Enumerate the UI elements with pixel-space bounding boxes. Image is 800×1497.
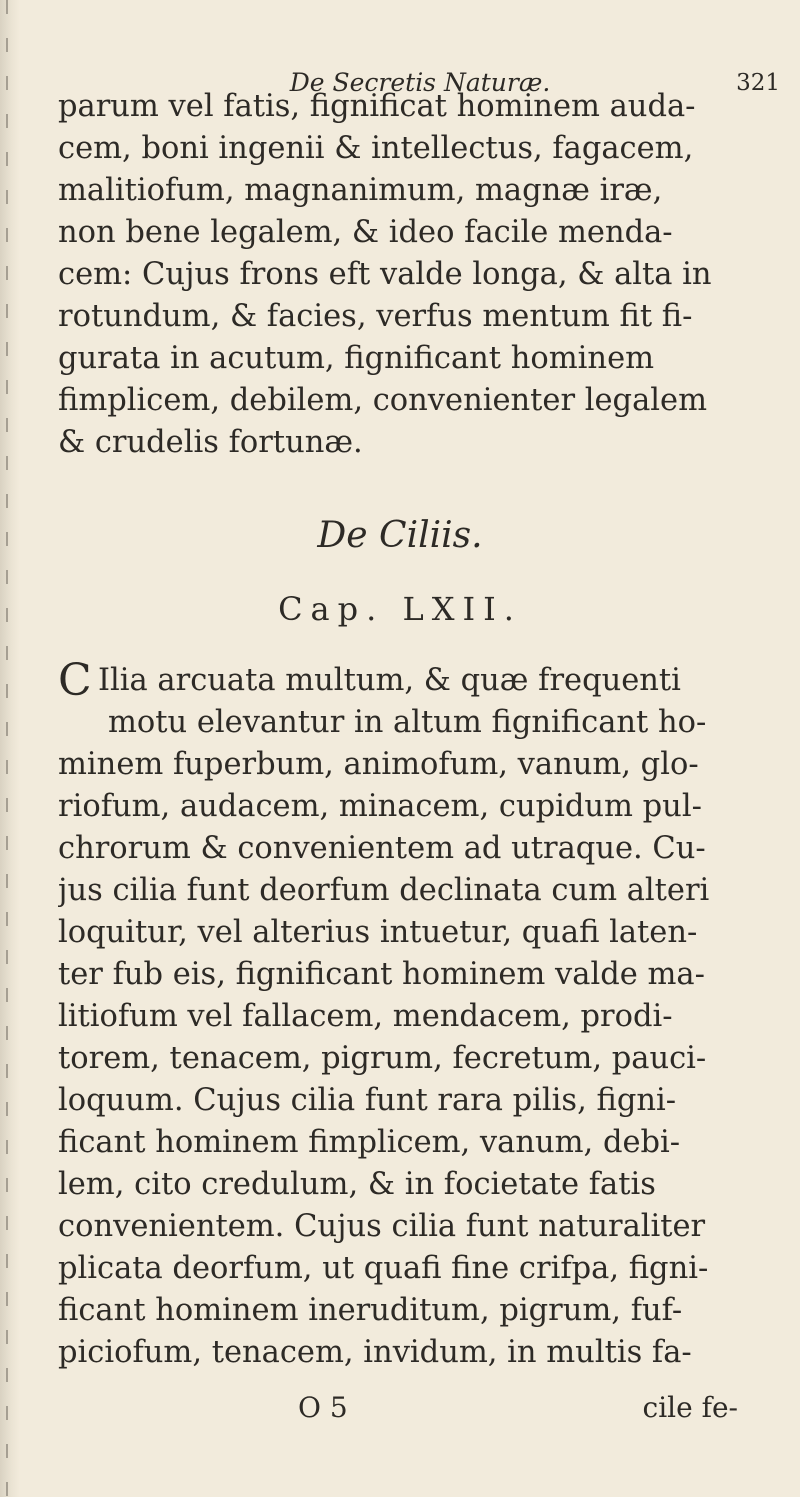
chapter-heading: Cap. LXII. bbox=[278, 590, 522, 628]
text-line: motu elevantur in altum fignificant ho- bbox=[108, 705, 707, 740]
text-line: cem: Cujus frons eft valde longa, & alta in bbox=[58, 257, 712, 292]
text-line: jus cilia funt deorfum declinata cum alteri bbox=[58, 873, 710, 908]
text-line: riofum, audacem, minacem, cupidum pul- bbox=[58, 789, 702, 824]
text-line: convenientem. Cujus cilia funt naturaliter bbox=[58, 1209, 706, 1244]
text-line: ficant hominem ineruditum, pigrum, fuf- bbox=[58, 1293, 683, 1328]
text-line: malitiofum, magnanimum, magnæ iræ, bbox=[58, 173, 663, 208]
drop-cap: C bbox=[58, 660, 92, 702]
text-line: gurata in acutum, fignificant hominem bbox=[58, 341, 655, 376]
text-line: parum vel fatis, fignificat hominem auda- bbox=[58, 89, 696, 124]
text-line: & crudelis fortunæ. bbox=[58, 425, 363, 460]
text-line: rotundum, & facies, verfus mentum fit fi- bbox=[58, 299, 693, 334]
text-line: plicata deorfum, ut quafi fine crifpa, figni- bbox=[58, 1251, 709, 1286]
running-title: De Secretis Naturæ. bbox=[289, 68, 551, 97]
catchword: cile fe- bbox=[642, 1391, 738, 1424]
paragraph-1 bbox=[58, 86, 758, 464]
text-line bbox=[58, 660, 758, 702]
text-line: piciofum, tenacem, invidum, in multis fa- bbox=[58, 1335, 692, 1370]
text-line: non bene legalem, & ideo facile menda- bbox=[58, 215, 673, 250]
text-line: loquum. Cujus cilia funt rara pilis, figni- bbox=[58, 1083, 677, 1118]
text-line: lem, cito credulum, & in focietate fatis bbox=[58, 1167, 656, 1202]
text-line: loquitur, vel alterius intuetur, quafi laten- bbox=[58, 915, 698, 950]
page-number: 321 bbox=[736, 70, 780, 96]
text-line: fimplicem, debilem, convenienter legalem bbox=[58, 383, 707, 418]
text-line: chrorum & convenientem ad utraque. Cu- bbox=[58, 831, 706, 866]
text-line: litiofum vel fallacem, mendacem, prodi- bbox=[58, 999, 673, 1034]
section-title: De Ciliis. bbox=[317, 515, 483, 556]
page-gutter bbox=[0, 0, 20, 1497]
text-line-content: Ilia arcuata multum, & quæ frequenti bbox=[98, 663, 681, 698]
text-line: ficant hominem fimplicem, vanum, debi- bbox=[58, 1125, 681, 1160]
text-line: cem, boni ingenii & intellectus, fagacem, bbox=[58, 131, 694, 166]
gutter-binding-edge bbox=[6, 0, 8, 1497]
page-footer bbox=[58, 1387, 758, 1429]
paragraph-2 bbox=[58, 660, 758, 1374]
signature-mark: O 5 bbox=[298, 1391, 348, 1424]
text-line: minem fuperbum, animofum, vanum, glo- bbox=[58, 747, 699, 782]
text-line: torem, tenacem, pigrum, fecretum, pauci- bbox=[58, 1041, 707, 1076]
text-line: ter fub eis, fignificant hominem valde ma- bbox=[58, 957, 705, 992]
